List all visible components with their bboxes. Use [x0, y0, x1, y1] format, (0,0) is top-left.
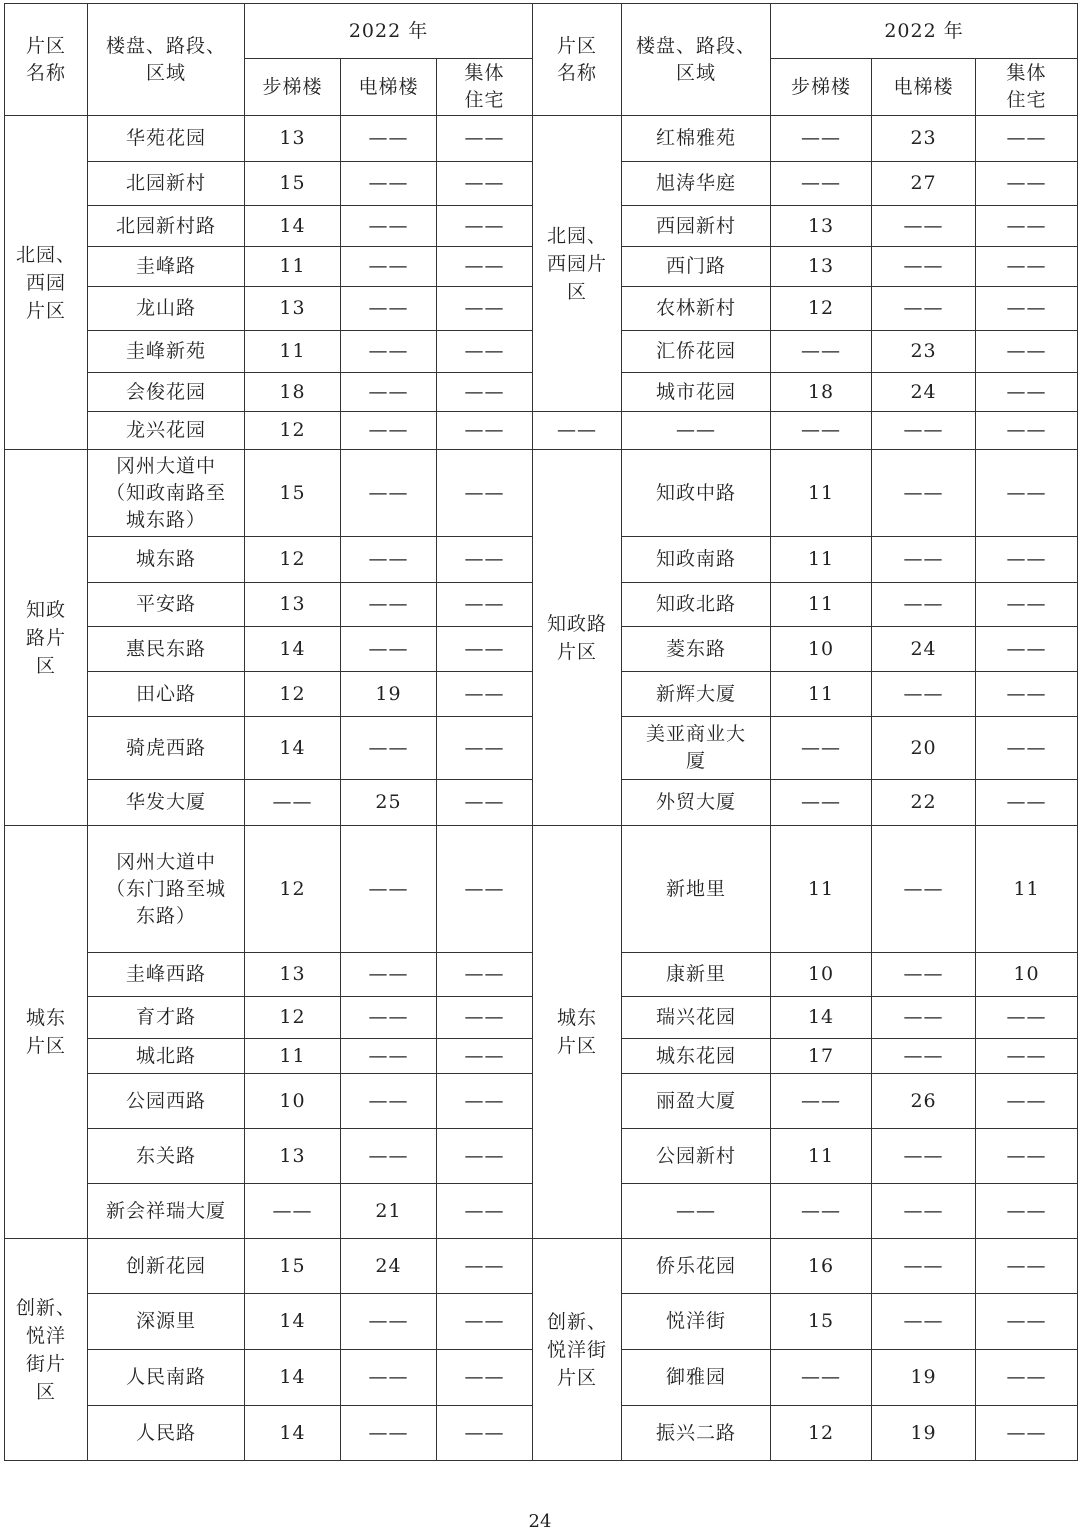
collective-cell: ——: [976, 450, 1078, 537]
property-cell: 外贸大厦: [622, 780, 771, 826]
collective-cell: ——: [437, 997, 533, 1039]
walkup-cell: 14: [245, 1406, 341, 1461]
collective-cell: ——: [976, 672, 1078, 717]
walkup-cell: 14: [245, 717, 341, 780]
elevator-cell: ——: [341, 450, 437, 537]
property-cell: 北园新村: [88, 162, 245, 206]
elevator-cell: ——: [341, 997, 437, 1039]
region-name-cell: 知政 路片 区: [5, 450, 88, 826]
property-cell: ——: [622, 412, 771, 450]
elevator-cell: ——: [872, 247, 976, 287]
table-row: [5, 412, 1078, 450]
property-cell: 公园新村: [622, 1129, 771, 1184]
walkup-cell: 11: [771, 826, 872, 953]
property-cell: 华苑花园: [88, 116, 245, 162]
walkup-cell: 14: [245, 206, 341, 247]
walkup-cell: 13: [245, 953, 341, 997]
collective-cell: ——: [437, 1294, 533, 1350]
collective-cell: ——: [976, 1184, 1078, 1239]
collective-cell: ——: [976, 162, 1078, 206]
region-name-cell: 知政路 片区: [533, 450, 622, 826]
collective-cell: ——: [437, 1239, 533, 1294]
header-region-name: 片区 名称: [5, 4, 88, 116]
elevator-cell: 23: [872, 331, 976, 373]
header-year: 2022 年: [245, 4, 533, 59]
walkup-cell: 16: [771, 1239, 872, 1294]
elevator-cell: ——: [872, 1294, 976, 1350]
elevator-cell: ——: [341, 287, 437, 331]
elevator-cell: ——: [341, 537, 437, 583]
header-year: 2022 年: [771, 4, 1078, 59]
property-cell: 悦洋街: [622, 1294, 771, 1350]
property-cell: 旭涛华庭: [622, 162, 771, 206]
walkup-cell: 11: [771, 672, 872, 717]
table-row: [5, 450, 1078, 537]
walkup-cell: 12: [245, 412, 341, 450]
walkup-cell: 12: [771, 1406, 872, 1461]
region-name-cell: 城东 片区: [5, 826, 88, 1239]
property-cell: 深源里: [88, 1294, 245, 1350]
collective-cell: ——: [437, 627, 533, 672]
walkup-cell: 11: [771, 537, 872, 583]
elevator-cell: ——: [341, 1350, 437, 1406]
collective-cell: ——: [437, 583, 533, 627]
elevator-cell: 20: [872, 717, 976, 780]
property-cell: 骑虎西路: [88, 717, 245, 780]
property-cell: 平安路: [88, 583, 245, 627]
elevator-cell: 22: [872, 780, 976, 826]
header-property: 楼盘、路段、 区域: [622, 4, 771, 116]
header-region-name: 片区 名称: [533, 4, 622, 116]
header-walkup: 步梯楼: [245, 59, 341, 116]
region-name-cell: 北园、 西园片 区: [533, 116, 622, 412]
elevator-cell: 27: [872, 162, 976, 206]
collective-cell: ——: [437, 116, 533, 162]
walkup-cell: 13: [245, 287, 341, 331]
elevator-cell: ——: [341, 583, 437, 627]
property-cell: 创新花园: [88, 1239, 245, 1294]
elevator-cell: ——: [341, 162, 437, 206]
property-cell: 丽盈大厦: [622, 1074, 771, 1129]
collective-cell: ——: [437, 537, 533, 583]
walkup-cell: 11: [771, 583, 872, 627]
property-cell: 侨乐花园: [622, 1239, 771, 1294]
property-cell: 知政南路: [622, 537, 771, 583]
property-cell: 菱东路: [622, 627, 771, 672]
property-cell: 城北路: [88, 1039, 245, 1074]
elevator-cell: ——: [872, 287, 976, 331]
property-cell: 城东花园: [622, 1039, 771, 1074]
walkup-cell: 10: [771, 627, 872, 672]
elevator-cell: ——: [341, 1129, 437, 1184]
elevator-cell: ——: [341, 627, 437, 672]
walkup-cell: ——: [771, 717, 872, 780]
walkup-cell: 13: [771, 247, 872, 287]
collective-cell: 10: [976, 953, 1078, 997]
collective-cell: ——: [437, 717, 533, 780]
walkup-cell: ——: [771, 1184, 872, 1239]
property-cell: 圭峰路: [88, 247, 245, 287]
collective-cell: ——: [437, 412, 533, 450]
collective-cell: ——: [976, 412, 1078, 450]
property-cell: 会俊花园: [88, 373, 245, 412]
elevator-cell: ——: [872, 672, 976, 717]
property-cell: 振兴二路: [622, 1406, 771, 1461]
property-cell: 新辉大厦: [622, 672, 771, 717]
walkup-cell: 12: [245, 826, 341, 953]
collective-cell: ——: [437, 953, 533, 997]
property-cell: 田心路: [88, 672, 245, 717]
elevator-cell: ——: [341, 247, 437, 287]
property-cell: 华发大厦: [88, 780, 245, 826]
walkup-cell: 12: [771, 287, 872, 331]
collective-cell: ——: [976, 1129, 1078, 1184]
page-number: 24: [528, 1511, 552, 1532]
property-cell: 御雅园: [622, 1350, 771, 1406]
elevator-cell: ——: [341, 331, 437, 373]
collective-cell: ——: [437, 1350, 533, 1406]
collective-cell: ——: [976, 247, 1078, 287]
elevator-cell: 26: [872, 1074, 976, 1129]
walkup-cell: 18: [245, 373, 341, 412]
collective-cell: ——: [437, 450, 533, 537]
collective-cell: ——: [976, 116, 1078, 162]
elevator-cell: ——: [341, 1039, 437, 1074]
property-cell: 汇侨花园: [622, 331, 771, 373]
elevator-cell: ——: [872, 1039, 976, 1074]
walkup-cell: 15: [245, 162, 341, 206]
elevator-cell: 24: [872, 373, 976, 412]
property-cell: 圭峰新苑: [88, 331, 245, 373]
header-collective: 集体 住宅: [437, 59, 533, 116]
walkup-cell: 11: [771, 1129, 872, 1184]
walkup-cell: 14: [245, 1294, 341, 1350]
property-cell: 北园新村路: [88, 206, 245, 247]
property-cell: 城东路: [88, 537, 245, 583]
elevator-cell: ——: [872, 206, 976, 247]
property-cell: 西园新村: [622, 206, 771, 247]
property-cell: 红棉雅苑: [622, 116, 771, 162]
header-elevator: 电梯楼: [341, 59, 437, 116]
region-name-cell: ——: [533, 412, 622, 450]
collective-cell: ——: [976, 206, 1078, 247]
elevator-cell: ——: [341, 206, 437, 247]
elevator-cell: ——: [341, 717, 437, 780]
elevator-cell: 19: [872, 1350, 976, 1406]
collective-cell: ——: [437, 826, 533, 953]
collective-cell: ——: [976, 1039, 1078, 1074]
collective-cell: ——: [437, 1184, 533, 1239]
elevator-cell: ——: [341, 953, 437, 997]
header-collective: 集体 住宅: [976, 59, 1078, 116]
walkup-cell: 11: [245, 247, 341, 287]
property-cell: 人民路: [88, 1406, 245, 1461]
table-row: [5, 116, 1078, 162]
walkup-cell: 15: [771, 1294, 872, 1350]
collective-cell: ——: [437, 287, 533, 331]
property-cell: 圭峰西路: [88, 953, 245, 997]
property-cell: 康新里: [622, 953, 771, 997]
walkup-cell: ——: [771, 1350, 872, 1406]
elevator-cell: ——: [341, 412, 437, 450]
region-name-cell: 北园、 西园 片区: [5, 116, 88, 450]
property-cell: 瑞兴花园: [622, 997, 771, 1039]
property-cell: 城市花园: [622, 373, 771, 412]
collective-cell: ——: [976, 1406, 1078, 1461]
region-name-cell: 创新、 悦洋街 片区: [533, 1239, 622, 1461]
collective-cell: ——: [976, 1294, 1078, 1350]
property-cell: 知政中路: [622, 450, 771, 537]
walkup-cell: 13: [245, 1129, 341, 1184]
housing-table: [4, 3, 1078, 1461]
collective-cell: ——: [437, 247, 533, 287]
elevator-cell: ——: [872, 583, 976, 627]
collective-cell: ——: [437, 780, 533, 826]
elevator-cell: ——: [872, 450, 976, 537]
elevator-cell: ——: [872, 412, 976, 450]
walkup-cell: 11: [245, 331, 341, 373]
elevator-cell: 25: [341, 780, 437, 826]
walkup-cell: 13: [245, 116, 341, 162]
property-cell: 农林新村: [622, 287, 771, 331]
elevator-cell: ——: [341, 373, 437, 412]
walkup-cell: 12: [245, 537, 341, 583]
collective-cell: ——: [437, 1074, 533, 1129]
header-walkup: 步梯楼: [771, 59, 872, 116]
header-elevator: 电梯楼: [872, 59, 976, 116]
walkup-cell: ——: [245, 1184, 341, 1239]
property-cell: ——: [622, 1184, 771, 1239]
property-cell: 龙兴花园: [88, 412, 245, 450]
collective-cell: ——: [437, 672, 533, 717]
elevator-cell: ——: [341, 1406, 437, 1461]
header-property: 楼盘、路段、 区域: [88, 4, 245, 116]
table-row: [5, 826, 1078, 953]
elevator-cell: 19: [872, 1406, 976, 1461]
elevator-cell: 21: [341, 1184, 437, 1239]
walkup-cell: 14: [245, 627, 341, 672]
walkup-cell: 11: [245, 1039, 341, 1074]
elevator-cell: ——: [872, 953, 976, 997]
property-cell: 知政北路: [622, 583, 771, 627]
elevator-cell: ——: [872, 1184, 976, 1239]
collective-cell: ——: [976, 373, 1078, 412]
collective-cell: ——: [976, 997, 1078, 1039]
walkup-cell: ——: [771, 116, 872, 162]
table-row: [5, 1239, 1078, 1294]
elevator-cell: ——: [872, 537, 976, 583]
property-cell: 龙山路: [88, 287, 245, 331]
elevator-cell: 19: [341, 672, 437, 717]
property-cell: 冈州大道中 （东门路至城 东路）: [88, 826, 245, 953]
elevator-cell: 23: [872, 116, 976, 162]
elevator-cell: ——: [872, 826, 976, 953]
elevator-cell: ——: [872, 1129, 976, 1184]
collective-cell: ——: [976, 287, 1078, 331]
property-cell: 冈州大道中 （知政南路至 城东路）: [88, 450, 245, 537]
property-cell: 东关路: [88, 1129, 245, 1184]
collective-cell: ——: [437, 373, 533, 412]
collective-cell: ——: [976, 1239, 1078, 1294]
collective-cell: ——: [976, 780, 1078, 826]
collective-cell: ——: [976, 583, 1078, 627]
elevator-cell: 24: [341, 1239, 437, 1294]
walkup-cell: 17: [771, 1039, 872, 1074]
elevator-cell: ——: [872, 997, 976, 1039]
walkup-cell: 13: [245, 583, 341, 627]
elevator-cell: 24: [872, 627, 976, 672]
walkup-cell: 11: [771, 450, 872, 537]
property-cell: 人民南路: [88, 1350, 245, 1406]
collective-cell: 11: [976, 826, 1078, 953]
walkup-cell: ——: [771, 331, 872, 373]
property-cell: 公园西路: [88, 1074, 245, 1129]
region-name-cell: 创新、 悦洋 街片 区: [5, 1239, 88, 1461]
collective-cell: ——: [976, 717, 1078, 780]
walkup-cell: 12: [245, 997, 341, 1039]
collective-cell: ——: [437, 331, 533, 373]
walkup-cell: 14: [245, 1350, 341, 1406]
elevator-cell: ——: [341, 1294, 437, 1350]
collective-cell: ——: [437, 162, 533, 206]
walkup-cell: 13: [771, 206, 872, 247]
collective-cell: ——: [437, 206, 533, 247]
collective-cell: ——: [976, 1350, 1078, 1406]
elevator-cell: ——: [341, 1074, 437, 1129]
elevator-cell: ——: [341, 826, 437, 953]
walkup-cell: ——: [245, 780, 341, 826]
collective-cell: ——: [976, 627, 1078, 672]
property-cell: 新地里: [622, 826, 771, 953]
walkup-cell: 10: [771, 953, 872, 997]
property-cell: 惠民东路: [88, 627, 245, 672]
walkup-cell: 10: [245, 1074, 341, 1129]
property-cell: 新会祥瑞大厦: [88, 1184, 245, 1239]
walkup-cell: 14: [771, 997, 872, 1039]
collective-cell: ——: [437, 1406, 533, 1461]
collective-cell: ——: [437, 1039, 533, 1074]
walkup-cell: 12: [245, 672, 341, 717]
walkup-cell: 15: [245, 1239, 341, 1294]
walkup-cell: ——: [771, 162, 872, 206]
elevator-cell: ——: [341, 116, 437, 162]
walkup-cell: ——: [771, 1074, 872, 1129]
collective-cell: ——: [437, 1129, 533, 1184]
walkup-cell: ——: [771, 780, 872, 826]
collective-cell: ——: [976, 1074, 1078, 1129]
collective-cell: ——: [976, 331, 1078, 373]
property-cell: 西门路: [622, 247, 771, 287]
elevator-cell: ——: [872, 1239, 976, 1294]
walkup-cell: ——: [771, 412, 872, 450]
property-cell: 美亚商业大 厦: [622, 717, 771, 780]
property-cell: 育才路: [88, 997, 245, 1039]
walkup-cell: 18: [771, 373, 872, 412]
collective-cell: ——: [976, 537, 1078, 583]
walkup-cell: 15: [245, 450, 341, 537]
header-row-1: [5, 4, 1078, 59]
region-name-cell: 城东 片区: [533, 826, 622, 1239]
